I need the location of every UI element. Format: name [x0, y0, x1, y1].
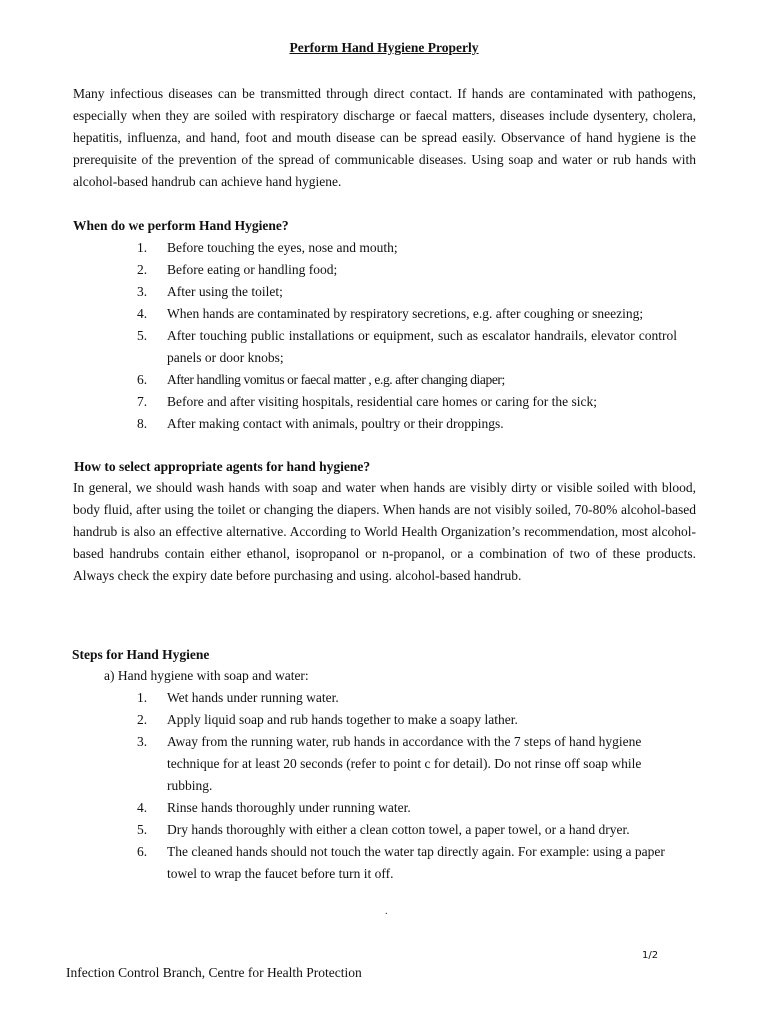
list-number: 5. [137, 328, 148, 343]
list-text: After touching public installations or equipment, such as escalator handrails, elevator control panels or door knobs; [167, 328, 677, 365]
list-item [137, 687, 687, 709]
list-number: 4. [137, 306, 148, 321]
list-text: After handling vomitus or faecal matter , e.g. after changing diaper; [167, 372, 505, 387]
page-footer: Infection Control Branch, Centre for Health Protection [66, 965, 362, 980]
list-number: 1. [137, 690, 148, 705]
list-item [137, 237, 677, 259]
list-item [137, 797, 687, 819]
steps-list [137, 687, 687, 885]
when-list [137, 237, 677, 435]
list-text: After using the toilet; [167, 284, 283, 299]
steps-heading: Steps for Hand Hygiene [72, 647, 210, 662]
list-text: Away from the running water, rub hands in accordance with the 7 steps of hand hygiene technique for at least 20 seconds (refer to point c for detail). Do not rinse off soap while rubbing. [167, 734, 642, 793]
page-title: Perform Hand Hygiene Properly [289, 40, 479, 55]
stray-mark: . [385, 906, 388, 917]
agents-heading: How to select appropriate agents for hand hygiene? [74, 459, 371, 474]
page-number: 1/2 [642, 950, 659, 961]
agents-paragraph: In general, we should wash hands with soap and water when hands are visibly dirty or visible soiled with blood, body fluid, after using the toilet or changing the diapers. When hands are not visibly soiled, 70-80% alcohol-based handrub is also an effective alternative. According to World Health Organization’s recommendation, most alcohol-based handrubs contain either ethanol, isopropanol or n-propanol, or a combination of two of these products. Always check the expiry date before purchasing and using. alcohol-based handrub. [73, 480, 696, 583]
list-number: 6. [137, 372, 148, 387]
list-item [137, 281, 677, 303]
list-item [137, 303, 677, 325]
list-text: The cleaned hands should not touch the water tap directly again. For example: using a paper towel to wrap the faucet before turn it off. [167, 844, 665, 881]
list-item [137, 259, 677, 281]
list-item [137, 413, 677, 435]
list-text: Dry hands thoroughly with either a clean cotton towel, a paper towel, or a hand dryer. [167, 822, 630, 837]
list-item [137, 819, 687, 841]
list-text: Apply liquid soap and rub hands together to make a soapy lather. [167, 712, 518, 727]
list-text: When hands are contaminated by respiratory secretions, e.g. after coughing or sneezing; [167, 306, 644, 321]
list-number: 4. [137, 800, 148, 815]
list-item [137, 709, 687, 731]
list-text: Rinse hands thoroughly under running water. [167, 800, 411, 815]
list-text: Before touching the eyes, nose and mouth; [167, 240, 398, 255]
list-number: 3. [137, 734, 148, 749]
list-number: 7. [137, 394, 148, 409]
list-item [137, 731, 667, 797]
when-heading: When do we perform Hand Hygiene? [73, 218, 289, 233]
list-number: 2. [137, 262, 148, 277]
list-number: 1. [137, 240, 148, 255]
list-text: Before eating or handling food; [167, 262, 338, 277]
list-text: Before and after visiting hospitals, residential care homes or caring for the sick; [167, 394, 597, 409]
intro-paragraph: Many infectious diseases can be transmitted through direct contact. If hands are contaminated with pathogens, especially when they are soiled with respiratory discharge or faecal matters, diseases include dysentery, cholera, hepatitis, influenza, and hand, foot and mouth disease can be spread easily. Observance of hand hygiene is the prerequisite of the prevention of the spread of communicable diseases. Using soap and water or rub hands with alcohol-based handrub can achieve hand hygiene. [73, 86, 696, 189]
list-item [137, 369, 677, 391]
list-number: 3. [137, 284, 148, 299]
list-item [137, 325, 677, 369]
list-text: After making contact with animals, poultry or their droppings. [167, 416, 504, 431]
list-text: Wet hands under running water. [167, 690, 339, 705]
list-number: 6. [137, 844, 148, 859]
list-number: 5. [137, 822, 148, 837]
list-number: 2. [137, 712, 148, 727]
list-item [137, 841, 687, 885]
list-number: 8. [137, 416, 148, 431]
steps-sub-heading-a: a) Hand hygiene with soap and water: [104, 668, 309, 683]
list-item [137, 391, 677, 413]
